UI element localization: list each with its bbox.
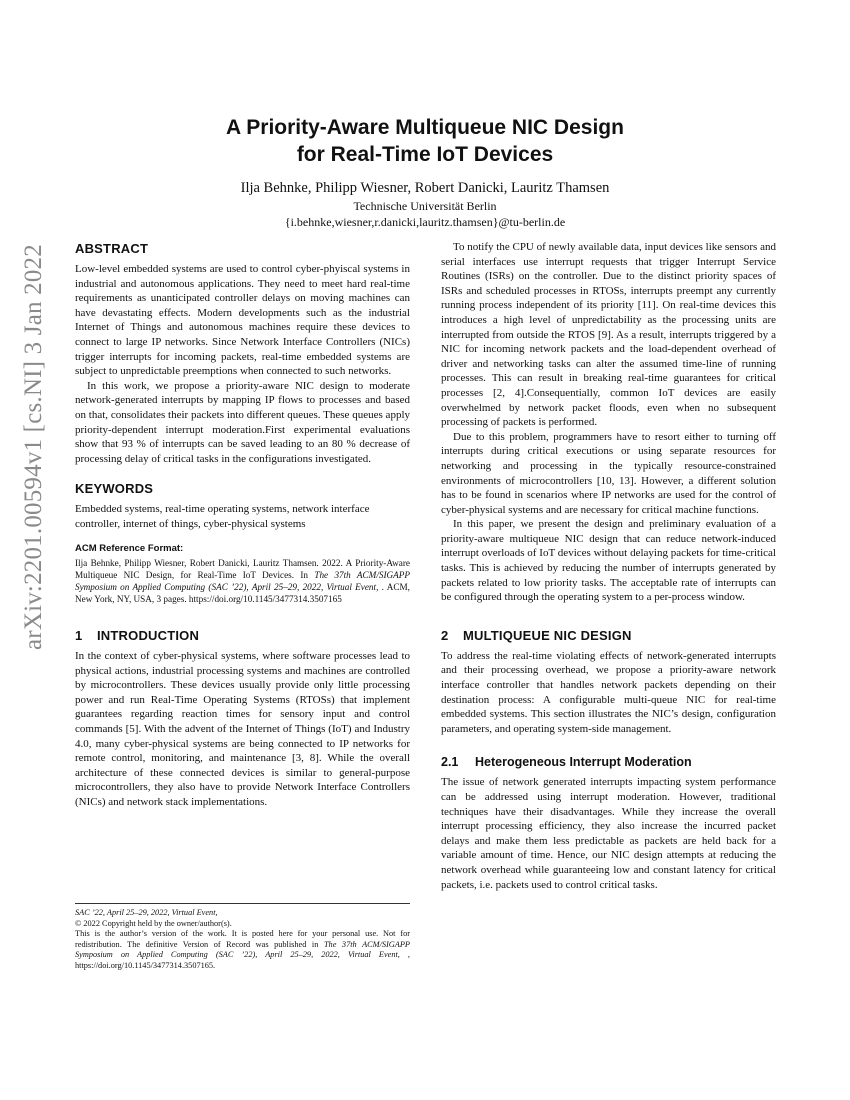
footnote-note-doi: , https://doi.org/10.1145/3477314.3507165. bbox=[75, 950, 410, 970]
introduction-title: INTRODUCTION bbox=[97, 628, 200, 644]
title-line-2: for Real-Time IoT Devices bbox=[296, 143, 554, 166]
introduction-paragraph-1: In the context of cyber-physical systems, where software processes lead to physical actions, industrial processing systems and machines are controlled by microcontrollers. These devices usually provide only little processing power and run Real-Time Operating Systems (RTOSs) that implement guarantees regarding reaction times for sensory input and control commands [5]. With the advent of the Internet of Things (IoT) and Industry 4.0, many cyber-physical systems are being connected to IP networks for remote control, monitoring, and maintenance [3, 8]. While the overall architecture of these connected devices is similar to general-purpose microcontrollers, they also have to provide Network Interface Controllers (NICs) and network stack implementations. bbox=[75, 650, 410, 809]
acm-reference-heading: ACM Reference Format: bbox=[75, 542, 184, 554]
abstract-section bbox=[75, 240, 410, 466]
introduction-paragraph-2: To notify the CPU of newly available data, input devices like sensors and serial interfaces use interrupt requests that trigger Interrupt Service Routines (ISRs) on the controller. Due to the distinct priority spaces of ISRs and scheduled processes in RTOSs, interrupts preempt any currently running process independent of its priority [11]. On real-time devices this introduces a high level of unpredictability as the processing units are interrupted from outside the RTOS [9]. As a result, interrupts triggered by a NIC for incoming network packets and the load-dependent overhead of driver and networking tasks can alter the assumed time-line of running processes. This can result in breaking real-time guarantees for critical processes [2, 4].Consequentially, common IoT devices are easily overwhelmed by network packet floods, even when no subsequent processing of packets is performed. bbox=[441, 241, 776, 429]
footnote-note bbox=[75, 929, 410, 971]
multiqueue-nic-section bbox=[441, 627, 776, 737]
footnote-note-venue: The 37th ACM/SIGAPP Symposium on Applied Computing (SAC ’22), April 25–29, 2022, Virtual Event, bbox=[75, 939, 411, 960]
acm-reference-text bbox=[75, 557, 410, 605]
keywords-section bbox=[75, 480, 410, 531]
section-2-1-paragraph-1: The issue of network generated interrupts impacting system performance can be addressed using interrupt moderation. However, traditional techniques have their disadvantages. While they increase the overall interrupt processing efficiency, they also increase the incurred packet delays and make them less predictable as packets are held back for a variable amount of time. Hence, our NIC design attempts at reducing the network overhead while guaranteeing low and constant latency for critical packets, i.e. packets used to control critical tasks. bbox=[441, 776, 776, 891]
author-list: Ilja Behnke, Philipp Wiesner, Robert Danicki, Lauritz Thamsen bbox=[240, 180, 610, 196]
acm-reference-doi: . ACM, New York, NY, USA, 3 pages. https://doi.org/10.1145/3477314.3507165 bbox=[75, 582, 410, 605]
left-column bbox=[75, 240, 410, 810]
acm-reference-plain: Ilja Behnke, Philipp Wiesner, Robert Danicki, Lauritz Thamsen. 2022. A Priority-Aware Multiqueue NIC Design, for Real-Time IoT Devices. In bbox=[75, 558, 410, 581]
interrupt-moderation-section bbox=[441, 754, 776, 892]
arxiv-stamp: arXiv:2201.00594v1 [cs.NI] 3 Jan 2022 bbox=[20, 244, 47, 650]
footnote-note-plain: This is the author’s version of the work. It is posted here for your personal use. Not for redistribution. The definitive Version of Record was published in bbox=[75, 929, 410, 949]
keywords-text: Embedded systems, real-time operating systems, network interface controller, internet of things, cyber-physical systems bbox=[75, 503, 370, 530]
footnote-divider bbox=[75, 903, 410, 904]
section-2-number: 2 bbox=[441, 627, 449, 643]
section-2-title: MULTIQUEUE NIC DESIGN bbox=[463, 627, 632, 643]
introduction-section bbox=[75, 627, 410, 810]
abstract-paragraph-2: In this work, we propose a priority-aware NIC design to moderate network-generated interrupts by mapping IP flows to processes and based on that, consolidates their packets into different queues. These queues apply priority-dependent interrupt moderation.First experimental evaluations show that 93 % of interrupts can be saved leading to an 80 % decrease of processing delay of critical tasks in the configurations investigated. bbox=[75, 379, 410, 465]
author-emails: {i.behnke,wiesner,r.danicki,lauritz.thamsen}@tu-berlin.de bbox=[284, 215, 566, 229]
section-2-paragraph-1: To address the real-time violating effects of network-generated interrupts and their processing overhead, we propose a priority-aware network interface controller that handles network packets depending on their destination process: A configurable multi-queue NIC for real-time embedded systems. This section illustrates the NIC’s design, configuration parameters, and operating system-side management. bbox=[441, 649, 776, 735]
section-2-1-title: Heterogeneous Interrupt Moderation bbox=[475, 755, 692, 770]
section-2-1-heading bbox=[441, 754, 776, 771]
copyright-footnote bbox=[75, 908, 410, 972]
title-line-1: A Priority-Aware Multiqueue NIC Design bbox=[226, 116, 624, 139]
section-2-1-number: 2.1 bbox=[441, 755, 459, 770]
introduction-paragraph-3: Due to this problem, programmers have to resort either to turning off interrupts during critical executions or using separate resources for networking and processing in the typically resource-constrained environments of microcontrollers [10, 13]. However, a different solution has to be found in scenarios where IP networks are used for the control of cyber-physical systems and are necessary for critical machine functions. bbox=[441, 430, 776, 516]
section-2-heading bbox=[441, 627, 776, 645]
introduction-heading bbox=[75, 627, 410, 645]
abstract-paragraph-1: Low-level embedded systems are used to control cyber-phyiscal systems in industrial and autonomous applications. They need to meet hard real-time requirements as unanticipated controller delays on moving machines can have devastating effects. Modern developments such as the industrial Internet of Things and autonomous machines require these devices to connect to large IP networks. Since Network Interface Controllers (NICs) trigger interrupts for incoming packets, real-time embedded systems are subject to unpredictable preemptions when connected to such networks. bbox=[75, 263, 410, 378]
acm-reference-venue: The 37th ACM/SIGAPP Symposium on Applied Computing (SAC ’22), April 25–29, 2022, Virtual Event, bbox=[75, 570, 410, 593]
paper-title bbox=[120, 114, 730, 168]
footnote-conference: SAC ’22, April 25–29, 2022, Virtual Event, bbox=[75, 908, 218, 917]
keywords-heading: KEYWORDS bbox=[75, 481, 154, 497]
introduction-number: 1 bbox=[75, 628, 83, 644]
acm-reference-section bbox=[75, 542, 410, 606]
introduction-paragraph-4: In this paper, we present the design and preliminary evaluation of a priority-aware multiqueue NIC design that can reduce network-induced interrupt overloads of IoT devices without delaying packets for time-critical tasks. This is achieved by reducing the number of interrupts generated by packets related to low priority tasks. The acceptable rate of interrupts can be configured through the operating system to a per-process window. bbox=[441, 518, 776, 604]
affiliation: Technische Universität Berlin bbox=[353, 199, 497, 213]
abstract-heading: ABSTRACT bbox=[75, 241, 149, 256]
footnote-copyright: © 2022 Copyright held by the owner/author(s). bbox=[75, 918, 232, 928]
right-column bbox=[441, 240, 776, 892]
